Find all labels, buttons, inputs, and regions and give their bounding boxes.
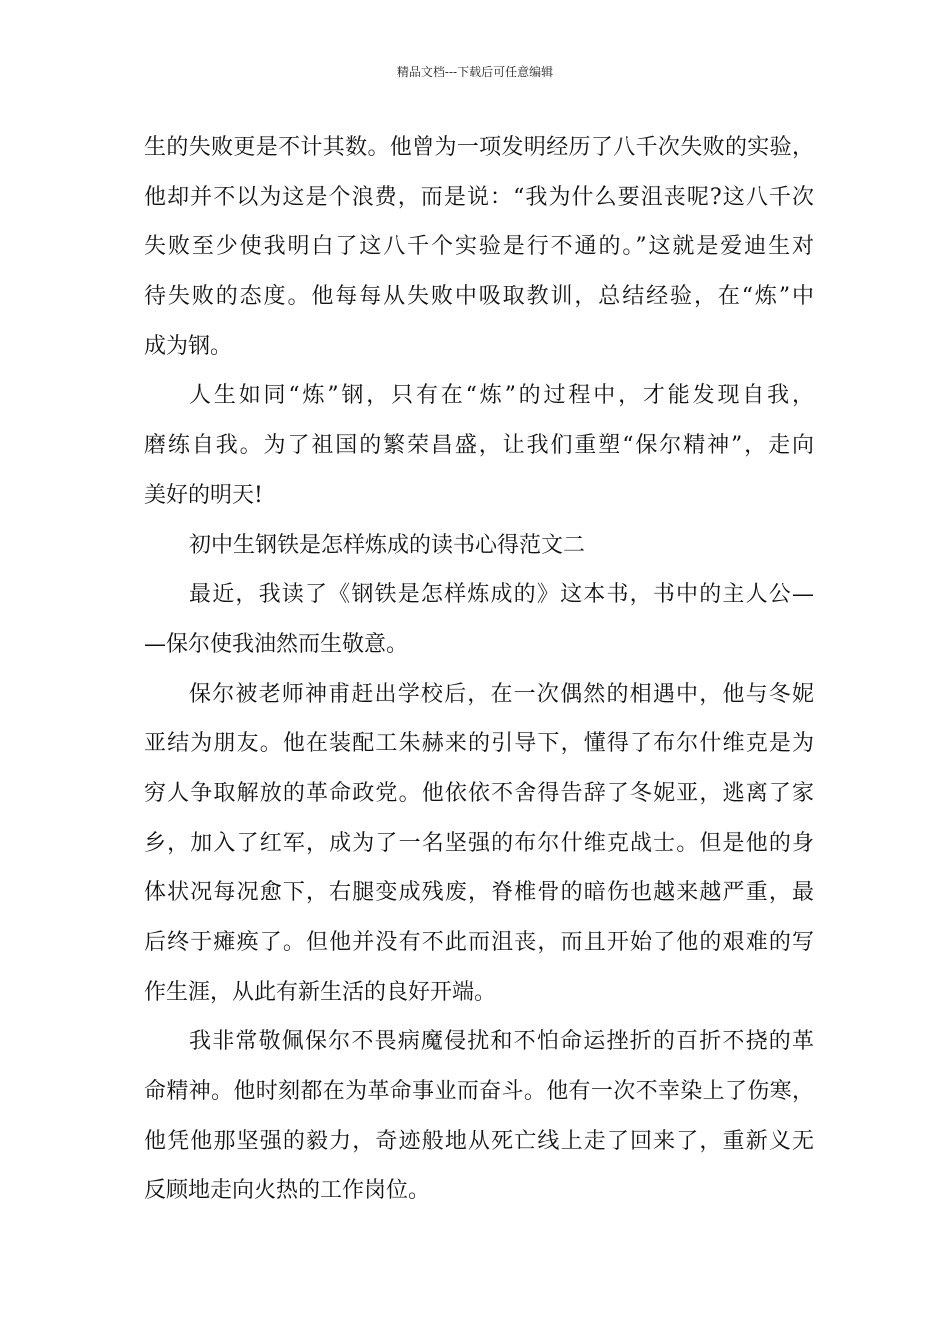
- paragraph-2-line-2: 磨练自我。为了祖国的繁荣昌盛，让我们重塑“保尔精神”，走向: [144, 433, 814, 459]
- paragraph-2-line-3: 美好的明天!: [144, 482, 263, 508]
- paragraph-1-line-1: 生的失败更是不计其数。他曾为一项发明经历了八千次失败的实验，: [144, 135, 814, 160]
- paragraph-5-line-2: 亚结为朋友。他在装配工朱赫来的引导下，懂得了布尔什维克是为: [144, 731, 814, 757]
- paragraph-6-line-3: 他凭他那坚强的毅力，奇迹般地从死亡线上走了回来了，重新义无: [144, 1128, 814, 1154]
- paragraph-6-line-1: 我非常敬佩保尔不畏病魔侵扰和不怕命运挫折的百折不挠的革: [189, 1029, 814, 1055]
- paragraph-1-line-3: 失败至少使我明白了这八千个实验是行不通的。”这就是爱迪生对: [144, 234, 814, 260]
- paragraph-4-line-1: 最近，我读了《钢铁是怎样炼成的》这本书，书中的主人公—: [189, 582, 814, 608]
- body-text: [144, 128, 814, 1221]
- paragraph-4-line-2: —保尔使我油然而生敬意。: [144, 631, 409, 657]
- page-header: 精品文档---下载后可任意编辑: [396, 65, 554, 79]
- paragraph-5-line-4: 乡，加入了红军，成为了一名坚强的布尔什维克战士。但是他的身: [144, 830, 814, 856]
- paragraph-1-line-4: 待失败的态度。他每每从失败中吸取教训，总结经验，在“炼”中: [144, 284, 814, 310]
- paragraph-1-line-5: 成为钢。: [144, 333, 233, 359]
- paragraph-6-line-2: 命精神。他时刻都在为革命事业而奋斗。他有一次不幸染上了伤寒，: [144, 1079, 814, 1105]
- paragraph-5-line-6: 后终于瘫痪了。但他并没有不此而沮丧，而且开始了他的艰难的写: [144, 930, 814, 955]
- paragraph-1-line-2: 他却并不以为这是个浪费，而是说：“我为什么要沮丧呢?这八千次: [144, 184, 814, 210]
- paragraph-5-line-7: 作生涯，从此有新生活的良好开端。: [144, 979, 497, 1005]
- paragraph-2-line-1: 人生如同“炼”钢，只有在“炼”的过程中，才能发现自我，: [189, 383, 814, 409]
- paragraph-6-line-4: 反顾地走向火热的工作岗位。: [144, 1178, 431, 1204]
- paragraph-5-line-5: 体状况每况愈下，右腿变成残废，脊椎骨的暗伤也越来越严重，最: [144, 880, 814, 906]
- section-title: 初中生钢铁是怎样炼成的读书心得范文二: [189, 532, 586, 558]
- paragraph-5-line-1: 保尔被老师神甫赶出学校后，在一次偶然的相遇中，他与冬妮: [189, 681, 814, 707]
- paragraph-5-line-3: 穷人争取解放的革命政党。他依依不舍得告辞了冬妮亚，逃离了家: [144, 780, 814, 806]
